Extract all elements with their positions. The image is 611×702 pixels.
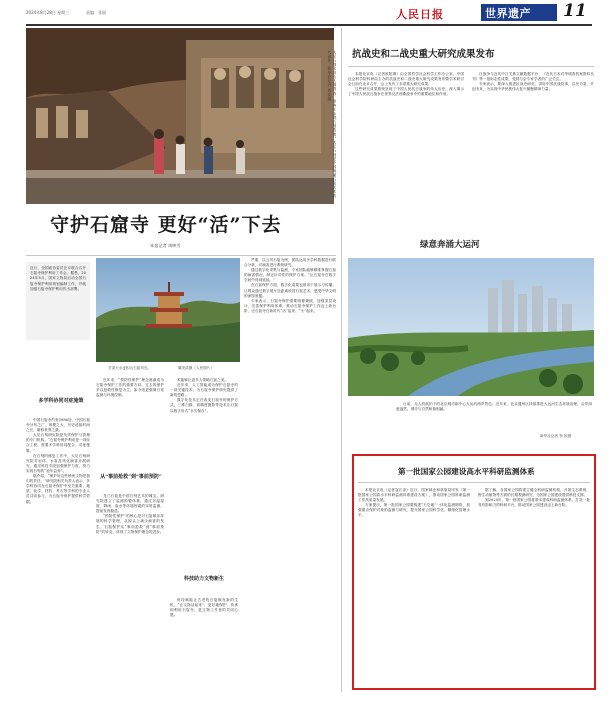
paragraph: 通过数字化采集与监测，专家团队能够精准掌握石窟的病害情况，制定针对性的保护方案。“让石窟寺在数字空间中得到延续。” [244, 268, 336, 283]
article-rule [358, 482, 590, 483]
canal-caption [396, 402, 592, 432]
paragraph: 中国石窟寺约有5986处，中国石窟寺分布之广、规模之大、历史延续时间之长，堪称世界之最。 [26, 418, 90, 433]
photo1-caption: 大足石刻宝顶山大佛湾内，游客在参观石刻造像。大足石刻是中国晚期石窟艺术的代表作。新华社记者 唐奕摄 [327, 50, 337, 198]
national-park-col1 [358, 488, 470, 684]
photo-maijishan-grottoes [96, 258, 240, 362]
paragraph: 在石窟保护方面，数字化成果也被用于展示与传播，让观众通过数字展厅近距离欣赏石窟艺术，感受中华文明的深厚底蕴。 [244, 283, 336, 298]
paragraph: 专家表示，石窟寺保护需要统筹兼顾，加强顶层设计，完善保护利用体系，推动石窟寺保护工作迈上新台阶，让石窟寺在新时代“活”起来、“火”起来。 [244, 298, 336, 313]
wwii-col2 [472, 72, 594, 252]
paragraph: 日战争与近代中日关系文献数据平台、《近代日本对华调查档案资料丛刊》等一批标志性成果，受到与会专家学者的广泛关注。 [472, 72, 594, 82]
page-column-divider [341, 28, 342, 692]
paragraph: 日前，无人机航拍下的北京城市副中心大运河两岸景色。近年来，北京通州区持续推进大运河生态环境治理，沿岸绿意盎然，城市与自然和谐相融。 [396, 402, 592, 412]
main-byline: 本报记者 周映雪 [150, 243, 181, 248]
column-1-body [26, 418, 90, 688]
paragraph: 方案提出，第一批国家公园要构建“天空地”一体化监测网络，加强重点保护对象的监测与研究，提升国家公园科学化、精细化管理水平。 [358, 503, 470, 518]
photo2-credit: 冀发清摄（人民图片） [178, 366, 214, 370]
column-2-body [96, 494, 164, 690]
section-title: 世界遗产 [485, 7, 531, 20]
editor-line: 责编：张丽 [86, 10, 106, 15]
headline-rule [26, 255, 336, 256]
paragraph: 本报北京电（记者欧阳珊）由全国哲学社会科学工作办公室、中国社会科学院科研局主办的抗战史和二战史重大研究成果发布暨学术研讨会日前在北京召开，会上发布了多项重大研究成果。 [348, 72, 464, 87]
dateline: 2024年8月28日 星期三 [26, 10, 70, 15]
wwii-col1 [348, 72, 464, 252]
paragraph: 龙门石窟是中国石刻艺术的瑰宝。研究院建立了监测预警体系，通过对温湿度、降雨、渗水等环境因素的实时监测，提前发现隐患。 [96, 494, 164, 514]
paragraph: 科技赋能让古老的石窟焕发新的生机。“让文物活起来”，更好地保护、传承和利用石窟寺，是文物工作者的共同心愿。 [170, 598, 238, 618]
article-headline-wwii: 抗战史和二战史重大研究成果发布 [352, 49, 495, 60]
article-rule [348, 66, 594, 67]
header-rule [26, 24, 592, 26]
subhead-multidiscipline: 多学科协同对症施策 [38, 398, 84, 404]
photo2-caption: 甘肃天水麦积山石窟风光。 [108, 366, 152, 370]
paragraph: 术能够让更多人领略石窟之美。 [177, 378, 229, 382]
photo-grand-canal [348, 258, 594, 396]
paragraph: 严重，以云冈石窟为例，团队运用多学科数据进行联合分析，对病害进行系统研究。 [244, 258, 336, 268]
paragraph: 专家表示，要深入推进抗战史研究，讲好中国抗战故事，以史为鉴、开创未来，为实现中华民族伟大复兴凝聚精神力量。 [472, 82, 594, 92]
column-4-body [244, 258, 336, 690]
newspaper-brand: 人民日报 [396, 8, 444, 21]
paragraph: “预防性保护”的核心是对石窟赋存环境的科学管理，从源头上减少病害的发生。石窟保护从“事前抢救”到“事前预防”的转变，体现了文物保护理念的进步。 [96, 514, 164, 534]
paragraph: 据介绍，“保护好这些珍贵文物是我们的责任。”研究院相关负责人表示，多学科协同在石窟寺保护中至关重要，地质、化学、材料、考古等学科的专业人员共同参与，为石窟寺保护提供科学依据。 [26, 474, 90, 504]
paragraph: 在石刻的修复工作中，大足石刻研究院对岩体、水害及风化病害开展研究，通过科技手段加强保护力度，努力实现石刻的“延年益寿”。 [26, 453, 90, 473]
main-headline: 守护石窟寺 更好“活”下去 [50, 214, 282, 236]
paragraph: 到2025年，第一批国家公园将基本建成科研监测体系，打造一批具有影响力的科研平台，推动国家公园建设迈上新台阶。 [478, 498, 590, 508]
paragraph: 本报北京电（记者寇江泽）近日，国家林业和草原局印发《第一批国家公园高水平科研监测体系建设方案》，推动国家公园科研监测工作高质量发展。 [358, 488, 470, 503]
paragraph: 大足石刻研究院是负责保护与管理的专门机构。“石窟寺保护利用是一项综合工程，需要多学科协同配合、对症施策。” [26, 433, 90, 453]
column-2-body-top [96, 378, 164, 470]
article-headline-national-park: 第一批国家公园建设高水平科研监测体系 [398, 467, 535, 476]
subhead-prevention [100, 474, 162, 481]
paragraph: 近年来，“预防性保护”理念逐渐成为石窟寺保护工作的重要方向。过去的保护多以抢救性修复为主，如今则更强调日常监测与环境控制。 [96, 378, 164, 398]
paragraph: 数字化技术正在改变石窟寺的保护方式。三维扫描、高精度摄影等技术让石窟以数字形式“永久保存”。 [170, 398, 238, 413]
national-park-col2 [478, 488, 590, 684]
paragraph: 据了解，各国家公园将建立健全科研监测机构，开展生态系统、野生动植物等方面的长期观测研究，为国家公园建设提供科技支撑。 [478, 488, 590, 498]
intro-text: 近日，全国政协委员在京联合召开石窟寺保护利用工作会。据悉，2024年5月，国家文物局启动全国石窟寺保护利用规划编制工作，并就加强石窟寺保护利用作出部署。 [30, 266, 86, 291]
paragraph: 这些研究成果系统呈现了中国人民抗日战争的伟大历史，深入揭示了中国人民抗日战争在世界反法西斯战争中的重要地位和作用。 [348, 87, 464, 97]
column-3-body-top [170, 378, 238, 558]
canal-credit: 新华社记者 李 欣摄 [540, 434, 572, 438]
subhead-prevention-text: 从“事前抢救”到“事前预防” [100, 474, 162, 480]
paragraph: 近年来，人工智能成为保护石窟寺的一项关键技术，为石窟寺保护研究提供了新的思路。 [170, 383, 238, 398]
subhead-technology: 科技助力文物新生 [183, 576, 224, 582]
page-number: 11 [563, 1, 587, 21]
column-3-body [170, 598, 238, 690]
article-headline-canal: 绿意奔涌大运河 [420, 240, 480, 250]
